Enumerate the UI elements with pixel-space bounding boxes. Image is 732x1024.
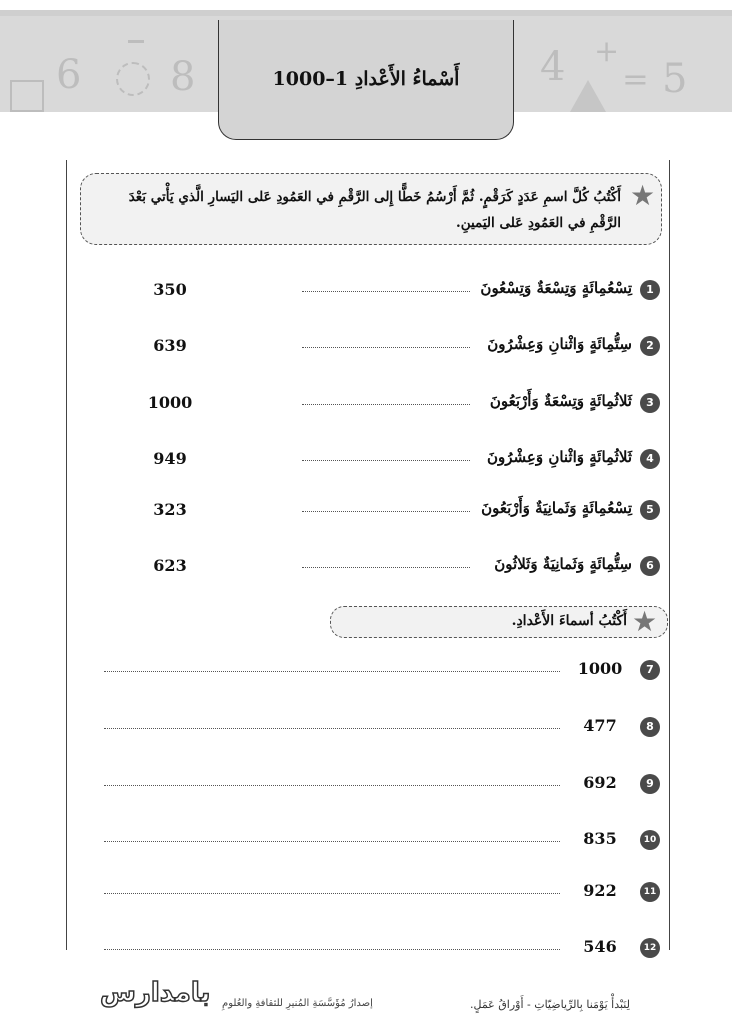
item-number-badge: 8 [640, 717, 660, 737]
minus-sign-icon [128, 40, 144, 43]
write-row [0, 933, 732, 963]
instruction-text-1: أَكْتُبُ كُلَّ اسمِ عَدَدٍ كَرَقْمٍ. ثُمَّ أَرْسُمُ خَطًّا إِلى الرَّقْمِ في العَمُودِ عَلى اليَسارِ الَّذي يَأْتي بَعْدَ الرَّقْمِ في العَمُودِ عَلى اليَمينِ. [128, 189, 621, 231]
answer-line[interactable] [104, 785, 560, 786]
star-icon: ★ [630, 179, 656, 212]
answer-line[interactable] [104, 893, 560, 894]
item-number-badge: 1 [640, 280, 660, 300]
given-number: 1000 [577, 659, 623, 678]
item-number-badge: 12 [640, 938, 660, 958]
item-number-badge: 6 [640, 556, 660, 576]
item-number-badge: 7 [640, 660, 660, 680]
match-number: 623 [153, 556, 187, 575]
answer-line[interactable] [104, 671, 560, 672]
title-tab [218, 20, 514, 140]
answer-line[interactable] [302, 347, 470, 348]
given-number: 477 [583, 716, 617, 735]
publisher-credit: إصدارُ مُؤَسَّسَةِ المُنيرِ للثقافةِ والعُلومِ [222, 998, 373, 1009]
number-name-text: سِتُّمِائَةٍ وَاثْنانِ وَعِشْرُونَ [487, 335, 632, 353]
number-name-text: سِتُّمِائَةٍ وَثَمانِيَةٌ وَثَلاثُونَ [494, 555, 632, 573]
given-number: 835 [583, 829, 617, 848]
footer-series-text: لِنَبْدأْ يَوْمَنا بِالرِّياضِيّاتِ - أَوْراقُ عَمَلٍ. [470, 998, 630, 1011]
match-row [0, 444, 732, 474]
answer-line[interactable] [302, 404, 470, 405]
deco-plus-sign: + [594, 34, 620, 69]
answer-line[interactable] [302, 291, 470, 292]
match-row [0, 331, 732, 361]
header-banner-edge [0, 10, 732, 16]
answer-line[interactable] [302, 567, 470, 568]
given-number: 692 [583, 773, 617, 792]
write-row [0, 655, 732, 685]
square-shape-icon [10, 80, 44, 112]
answer-line[interactable] [302, 511, 470, 512]
number-name-text: تِسْعُمِائَةٍ وَتِسْعَةٌ وَتِسْعُونَ [480, 279, 632, 297]
answer-line[interactable] [302, 460, 470, 461]
write-row [0, 769, 732, 799]
item-number-badge: 11 [640, 882, 660, 902]
write-row [0, 712, 732, 742]
publisher-logo: بامدارس [100, 978, 211, 1008]
item-number-badge: 5 [640, 500, 660, 520]
deco-digit-left-1: 6 [56, 52, 82, 98]
instruction-box-1 [80, 173, 662, 245]
triangle-shape-icon [570, 80, 606, 112]
match-row [0, 275, 732, 305]
answer-line[interactable] [104, 841, 560, 842]
write-row [0, 877, 732, 907]
circle-shape-icon [116, 62, 150, 96]
match-row [0, 388, 732, 418]
answer-line[interactable] [104, 949, 560, 950]
deco-digit-left-2: 8 [170, 54, 196, 100]
item-number-badge: 3 [640, 393, 660, 413]
match-row [0, 551, 732, 581]
item-number-badge: 4 [640, 449, 660, 469]
instruction-box-2 [330, 606, 668, 638]
item-number-badge: 9 [640, 774, 660, 794]
match-number: 350 [153, 280, 187, 299]
page-title: أَسْماءُ الأَعْدادِ 1–1000 [272, 68, 460, 90]
match-number: 323 [153, 500, 187, 519]
number-name-text: ثَلاثُمِائَةٍ وَاثْنانِ وَعِشْرُونَ [486, 448, 632, 466]
deco-digit-right-1: 4 [540, 44, 566, 90]
answer-line[interactable] [104, 728, 560, 729]
match-row [0, 495, 732, 525]
instruction-text-2: أَكْتُبُ أسماءَ الأَعْدادِ. [511, 613, 627, 629]
number-name-text: ثَلاثُمِائَةٍ وَتِسْعَةٌ وَأَرْبَعُونَ [489, 392, 632, 410]
match-number: 1000 [147, 393, 193, 412]
item-number-badge: 10 [640, 830, 660, 850]
star-icon: ★ [632, 605, 658, 638]
deco-digit-right-2: 5 [662, 56, 688, 102]
match-number: 949 [153, 449, 187, 468]
match-number: 639 [153, 336, 187, 355]
deco-equals-sign: = [622, 60, 649, 98]
item-number-badge: 2 [640, 336, 660, 356]
number-name-text: تِسْعُمِائَةٍ وَثَمانِيَةٌ وَأَرْبَعُونَ [481, 499, 632, 517]
given-number: 922 [583, 881, 617, 900]
write-row [0, 825, 732, 855]
given-number: 546 [583, 937, 617, 956]
